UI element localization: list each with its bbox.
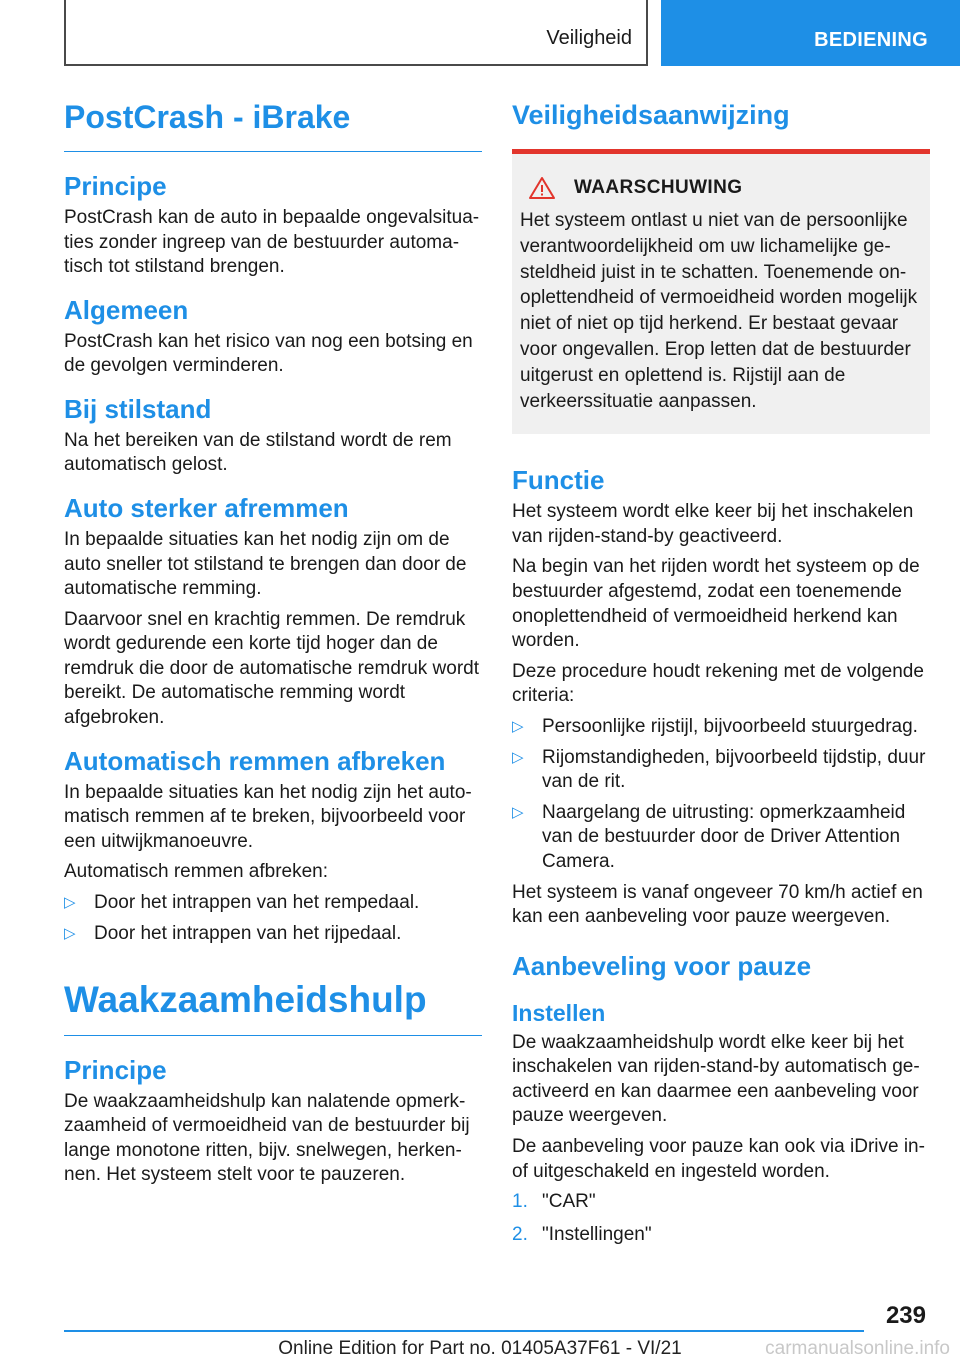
principe2-text: De waakzaamheidshulp kan nalatende opmerkzaamheid of vermoeidheid van de bestuurder bij lange monotone ritten, bijv. snelwegen, herkennen. Het systeem stelt voor te pauzeren.	[64, 1090, 470, 1186]
warning-header	[520, 176, 922, 200]
instellen-steps	[512, 1190, 930, 1247]
principe-text: PostCrash kan de auto in bepaalde ongevalsituaties zonder ingreep van de bestuurder automatisch tot stilstand brengen.	[64, 207, 480, 278]
sterker-text-1: In bepaalde situaties kan het nodig zijn om de auto sneller tot stilstand te brengen dan door de automatische remming.	[64, 528, 467, 600]
stilstand-heading: Bij stilstand	[64, 393, 212, 424]
waakzaamheidshulp-title: Waakzaamheidshulp	[64, 980, 482, 1036]
list-item: ▷ Naargelang de uitrusting: opmerkzaamheid van de bestuurder door de Driver Attention Camera.	[512, 801, 906, 872]
afbreken-heading: Automatisch remmen afbreken	[64, 745, 446, 776]
list-item: ▷ Door het intrappen van het rempedaal.	[64, 891, 482, 916]
afbreken-text-1: In bepaalde situaties kan het nodig zijn het automatisch remmen af te breken, bijvoorbeeld voor een uitwijkmanoeuvre.	[64, 781, 472, 852]
step-text: "CAR"	[542, 1191, 596, 1213]
bullet-triangle-icon: ▷	[64, 924, 76, 942]
functie-heading: Functie	[512, 465, 605, 496]
left-column	[64, 100, 482, 1194]
warning-triangle-icon	[528, 176, 556, 200]
step-item	[512, 1223, 930, 1248]
edition-text: Online Edition for Part no. 01405A37F61 - VI/21	[278, 1338, 682, 1359]
list-item: ▷ Door het intrappen van het rijpedaal.	[64, 922, 482, 947]
instellen-heading: Instellen	[512, 999, 606, 1026]
sterker-heading: Auto sterker afremmen	[64, 493, 349, 524]
functie-text-2: Na begin van het rijden wordt het systeem op de bestuurder afgestemd, zodat een toenemende onoplettendheid of vermoeidheid herkend kan worden.	[512, 556, 920, 652]
principe2-heading: Principe	[64, 1054, 167, 1085]
afbreken-text-2: Automatisch remmen afbreken:	[64, 861, 329, 883]
step-text: "Instellingen"	[542, 1223, 652, 1245]
postcrash-title: PostCrash - iBrake	[64, 100, 482, 152]
header-chapter-tab	[661, 0, 960, 66]
functie-text-3: Deze procedure houdt rekening met de volgende criteria:	[512, 660, 924, 707]
functie-text-4: Het systeem is vanaf ongeveer 70 km/h actief en kan een aanbeveling voor pauze weergeven.	[512, 881, 923, 928]
instellen-text-1: De waakzaamheidshulp wordt elke keer bij het inschakelen van rijden-stand-by automatisch geactiveerd en kan daarmee een aanbeveling voor pauze weergeven.	[512, 1031, 920, 1127]
right-column	[512, 100, 930, 1255]
section-title: Veiligheid	[546, 27, 632, 49]
warning-label: WAARSCHUWING	[574, 177, 743, 198]
stilstand-text: Na het bereiken van de stilstand wordt de rem automatisch gelost.	[64, 429, 452, 476]
page-number: 239	[885, 1302, 926, 1329]
warning-box	[512, 149, 930, 434]
step-number: 1.	[512, 1191, 528, 1213]
bullet-triangle-icon: ▷	[512, 748, 524, 766]
list-item: ▷ Rijomstandigheden, bijvoorbeeld tijdstip, duur van de rit.	[512, 746, 926, 793]
bullet-triangle-icon: ▷	[512, 718, 524, 736]
veiligheid-heading: Veiligheidsaanwijzing	[512, 100, 790, 130]
step-number: 2.	[512, 1223, 528, 1245]
algemeen-heading: Algemeen	[64, 294, 189, 325]
afbreken-list	[64, 891, 482, 946]
list-item: ▷ Persoonlijke rijstijl, bijvoorbeeld stuurgedrag.	[512, 715, 930, 740]
bullet-triangle-icon: ▷	[512, 803, 524, 821]
footer-divider	[64, 1330, 864, 1332]
functie-list	[512, 715, 930, 875]
watermark: carmanualsonline.info	[765, 1338, 950, 1359]
bullet-triangle-icon: ▷	[64, 893, 76, 911]
chapter-title: BEDIENING	[814, 29, 928, 51]
pauze-heading: Aanbeveling voor pauze	[512, 950, 812, 981]
header-section-box	[64, 0, 648, 66]
sterker-text-2: Daarvoor snel en krachtig remmen. De remdruk wordt gedurende een korte tijd hoger dan de remdruk die door de automatische remdruk wordt bereikt. De automatische remming wordt afgebroken.	[64, 608, 480, 729]
warning-text: Het systeem ontlast u niet van de persoonlijke verantwoordelijkheid om uw lichamelijke gesteldheid juist in te schatten. Toenemende onoplettendheid of vermoeidheid worden mogelijk niet of niet op tijd herkend. Er bestaat gevaar voor ongevallen. Erop letten dat de bestuurder uitgerust en oplettend is. Rijstijl aan de verkeerssituatie aanpassen.	[520, 210, 918, 412]
functie-text-1: Het systeem wordt elke keer bij het inschakelen van rijden-stand-by geactiveerd.	[512, 501, 914, 547]
algemeen-text: PostCrash kan het risico van nog een botsing en de gevolgen verminderen.	[64, 330, 473, 377]
step-item	[512, 1190, 930, 1215]
instellen-text-2: De aanbeveling voor pauze kan ook via iDrive in- of uitgeschakeld en ingesteld worden.	[512, 1136, 925, 1182]
principe-heading: Principe	[64, 171, 167, 202]
